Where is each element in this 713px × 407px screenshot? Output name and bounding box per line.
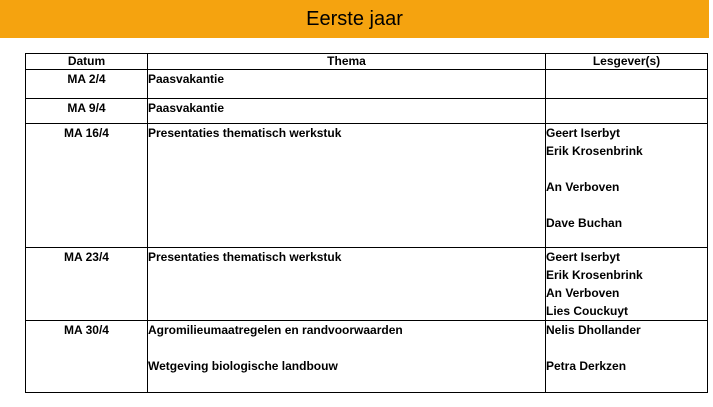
table-row (26, 70, 708, 99)
lesgever-name: Geert Iserbyt (546, 126, 621, 140)
datum-cell (26, 248, 148, 321)
column-header-thema: Thema (148, 54, 546, 70)
column-header-datum: Datum (26, 54, 148, 70)
thema-value: Agromilieumaatregelen en randvoorwaarden (148, 323, 403, 337)
table-row (26, 321, 708, 393)
page-title-banner (0, 0, 709, 38)
thema-value: Presentaties thematisch werkstuk (148, 250, 342, 264)
datum-value: MA 2/4 (67, 72, 106, 86)
lesgever-cell (546, 321, 708, 393)
thema-cell (148, 321, 546, 393)
lesgever-spacer (546, 196, 707, 214)
thema-value: Paasvakantie (148, 72, 225, 86)
thema-spacer (148, 339, 545, 357)
lesgever-name: Dave Buchan (546, 216, 623, 230)
table-row (26, 248, 708, 321)
datum-value: MA 23/4 (64, 250, 109, 264)
thema-cell (148, 124, 546, 248)
thema-cell (148, 70, 546, 99)
lesgever-spacer (546, 339, 707, 357)
lesgever-name: Petra Derkzen (546, 359, 627, 373)
lesgever-cell (546, 248, 708, 321)
datum-cell (26, 321, 148, 393)
thema-value: Paasvakantie (148, 101, 225, 115)
lesgever-name: Erik Krosenbrink (546, 144, 643, 158)
lesgever-name: Erik Krosenbrink (546, 268, 643, 282)
table-row (26, 99, 708, 124)
lesgever-cell (546, 99, 708, 124)
lesgever-name: Nelis Dhollander (546, 323, 641, 337)
thema-cell (148, 248, 546, 321)
datum-value: MA 30/4 (64, 323, 109, 337)
lesgever-name: Lies Couckuyt (546, 304, 629, 318)
datum-value: MA 9/4 (67, 101, 106, 115)
page-title: Eerste jaar (306, 7, 403, 30)
table-row (26, 124, 708, 248)
table-header-row (26, 54, 708, 70)
lesgever-name: An Verboven (546, 286, 620, 300)
schedule-table (25, 53, 708, 393)
lesgever-cell (546, 124, 708, 248)
lesgever-spacer (546, 160, 707, 178)
datum-cell (26, 70, 148, 99)
lesgever-name: Geert Iserbyt (546, 250, 621, 264)
lesgever-name: An Verboven (546, 180, 620, 194)
thema-value: Presentaties thematisch werkstuk (148, 126, 342, 140)
column-header-lesgevers: Lesgever(s) (546, 54, 708, 70)
lesgever-cell (546, 70, 708, 99)
thema-value: Wetgeving biologische landbouw (148, 359, 338, 373)
datum-value: MA 16/4 (64, 126, 109, 140)
datum-cell (26, 99, 148, 124)
thema-cell (148, 99, 546, 124)
datum-cell (26, 124, 148, 248)
